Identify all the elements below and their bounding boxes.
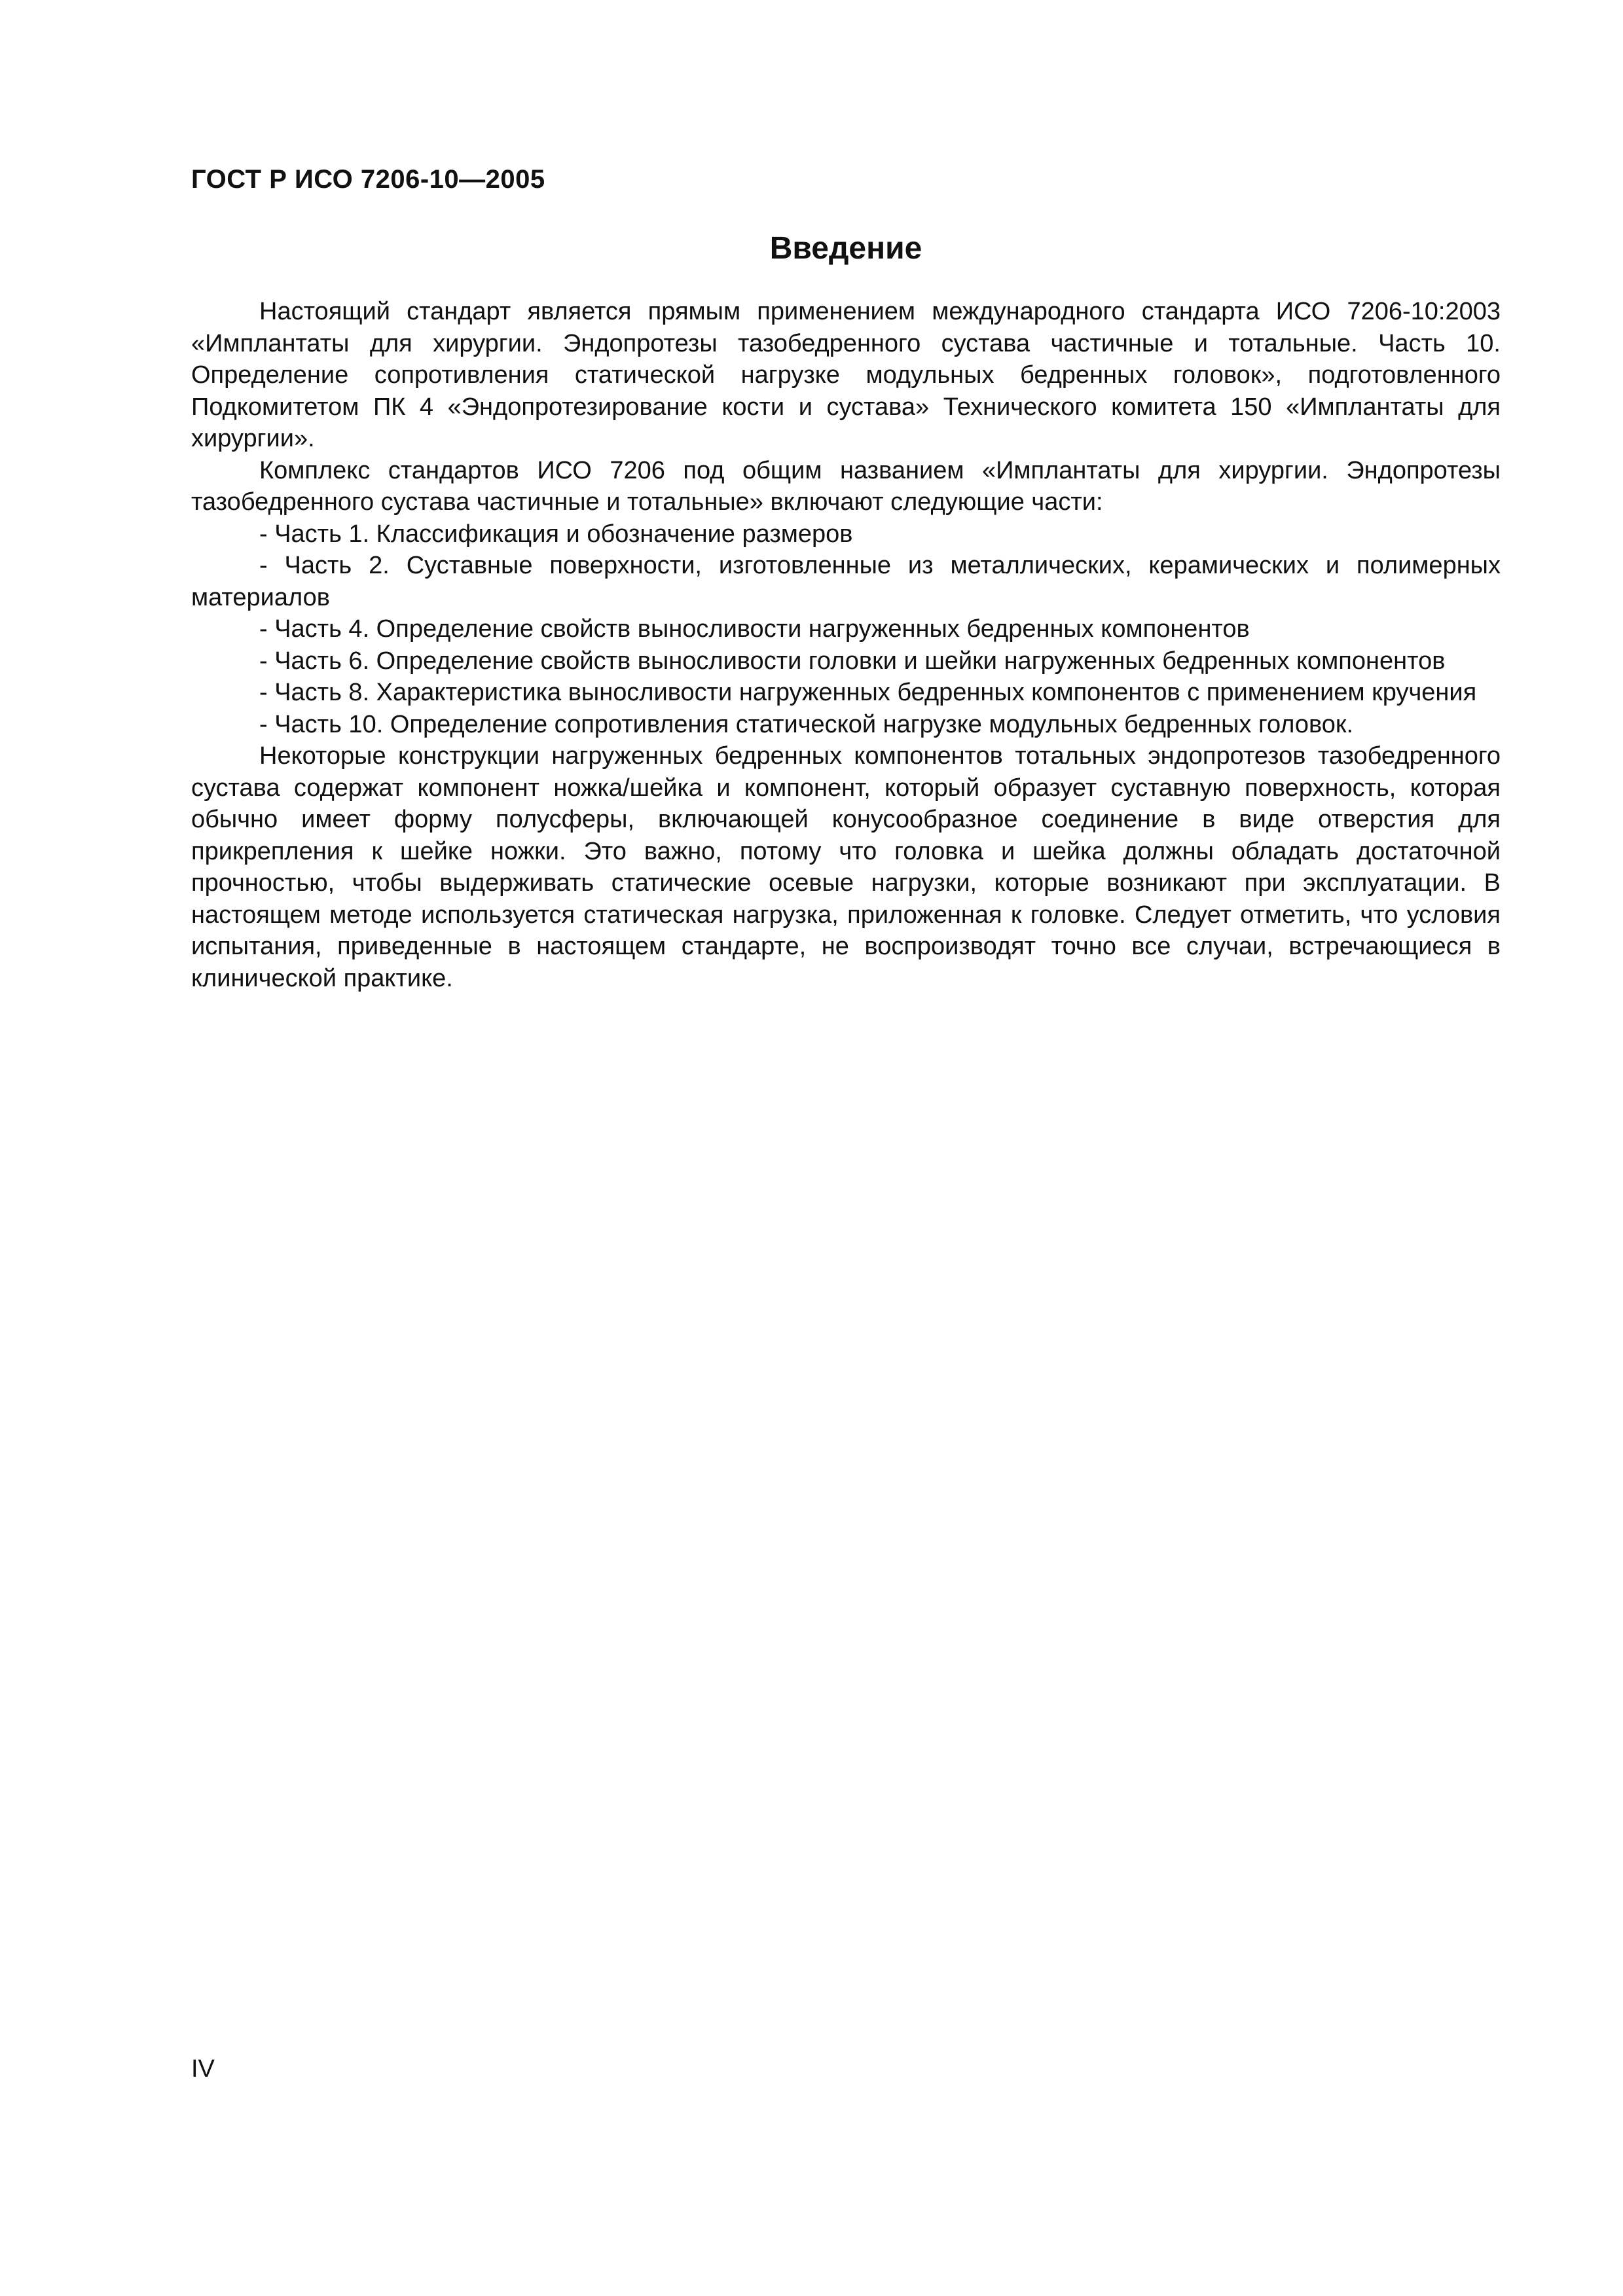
page-number: IV <box>191 2055 215 2083</box>
list-item-part-10: - Часть 10. Определение сопротивления статической нагрузке модульных бедренных головок. <box>259 710 1354 738</box>
document-header: ГОСТ Р ИСО 7206-10—2005 <box>191 165 545 194</box>
list-item-part-2: - Часть 2. Суставные поверхности, изготовленные из металлических, керамических и полимерных материалов <box>191 552 1501 611</box>
list-item-part-8: - Часть 8. Характеристика выносливости нагруженных бедренных компонентов с применением кручения <box>259 679 1477 706</box>
paragraph-intro: Настоящий стандарт является прямым применением международного стандарта ИСО 7206-10:2003 «Имплантаты для хирургии. Эндопротезы тазобедренного сустава частичные и тотальные. Часть 10. Определение сопротивления статической нагрузке модульных бедренных головок», подготовленного Подкомитетом ПК 4 «Эндопротезирование кости и сустава» Технического комитета 150 «Имплантаты для хирургии». <box>191 298 1501 452</box>
paragraph-rationale: Некоторые конструкции нагруженных бедренных компонентов тотальных эндопротезов тазобедренного сустава содержат компонент ножка/шейка и компонент, который образует суставную поверхность, которая обычно имеет форму полусферы, включающей конусообразное соединение в виде отверстия для прикрепления к шейке ножки. Это важно, потому что головка и шейка должны обладать достаточной прочностью, чтобы выдерживать статические осевые нагрузки, которые возникают при эксплуатации. В настоящем методе используется статическая нагрузка, приложенная к головке. Следует отметить, что условия испытания, приведенные в настоящем стандарте, не воспроизводят точно все случаи, встречающиеся в клинической практике. <box>191 742 1501 992</box>
list-item-part-4: - Часть 4. Определение свойств выносливости нагруженных бедренных компонентов <box>259 615 1250 643</box>
list-item-part-1: - Часть 1. Классификация и обозначение размеров <box>259 520 853 548</box>
body-text <box>191 296 1501 994</box>
section-title: Введение <box>769 231 922 266</box>
list-item-part-6: - Часть 6. Определение свойств выносливости головки и шейки нагруженных бедренных компонентов <box>259 647 1446 675</box>
paragraph-series: Комплекс стандартов ИСО 7206 под общим названием «Имплантаты для хирургии. Эндопротезы тазобедренного сустава частичные и тотальные» включают следующие части: <box>191 456 1501 516</box>
